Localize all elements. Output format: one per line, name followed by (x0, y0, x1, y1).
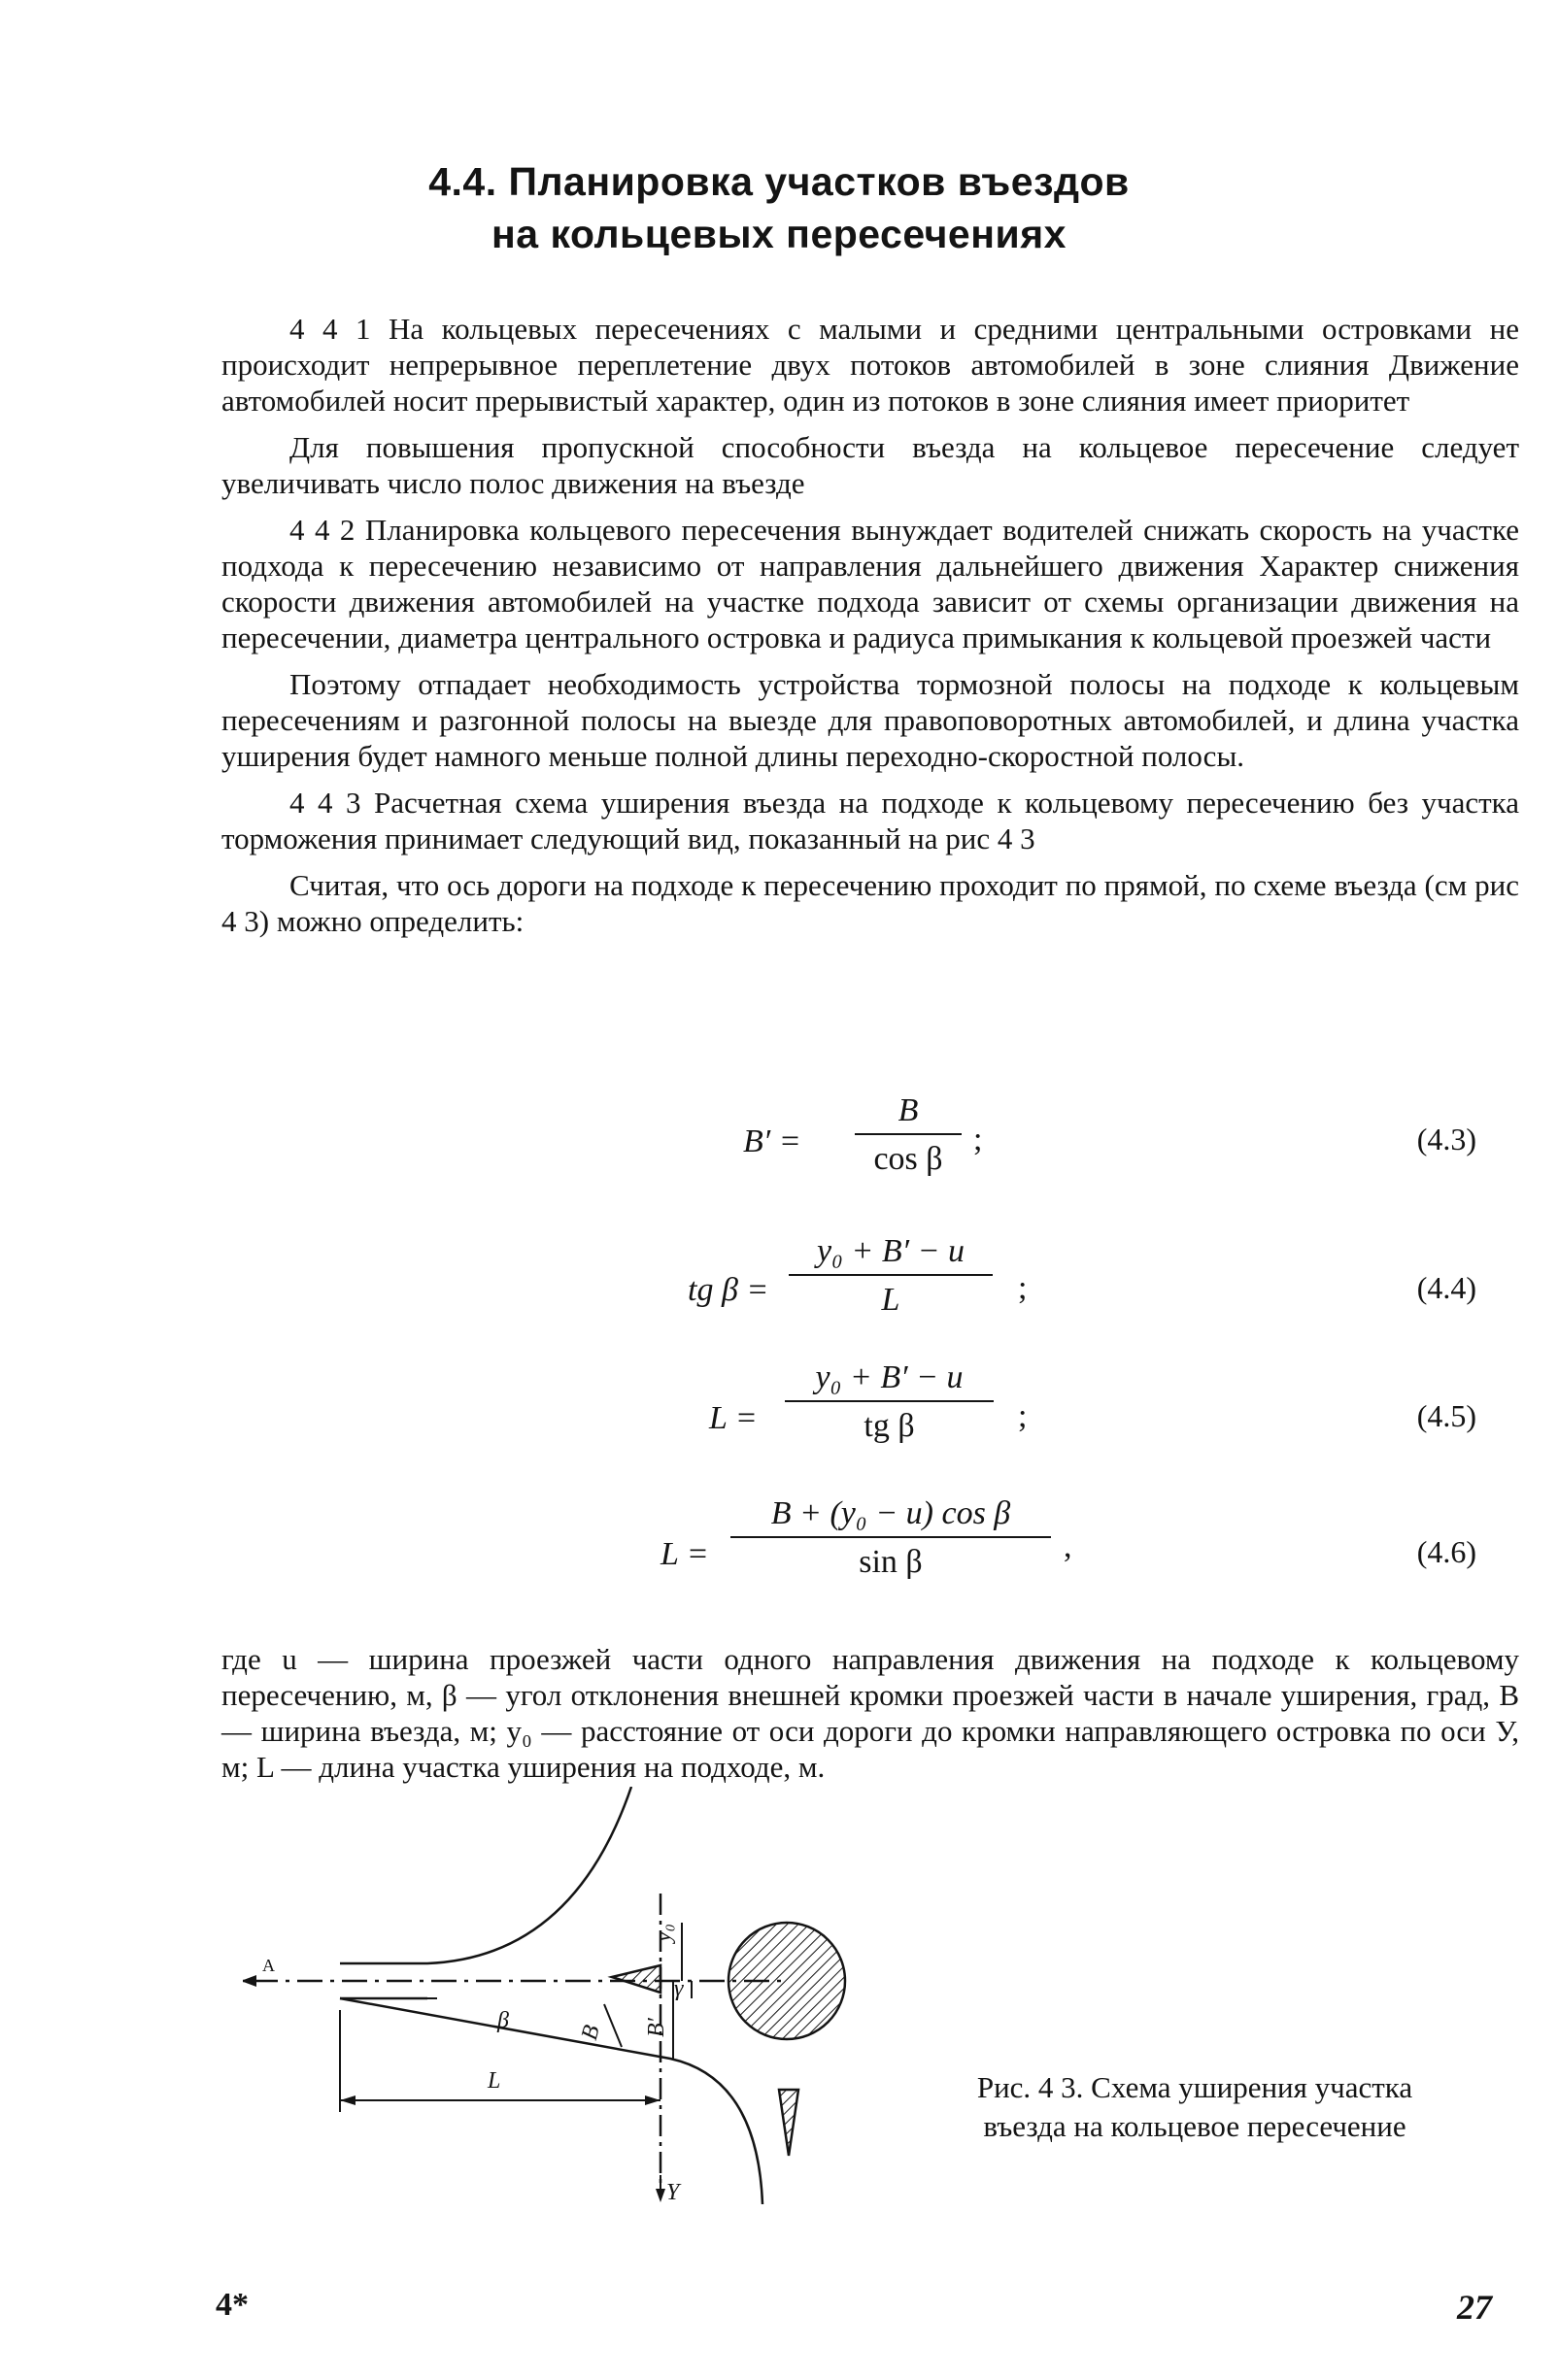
label-y0: y₀ (651, 1924, 676, 1942)
figure-caption (874, 2068, 1515, 2146)
label-a: A (262, 1956, 275, 1975)
formula-numerator: y₀ + B′ − u (785, 1359, 994, 1402)
a-arrowhead (243, 1975, 256, 1987)
formula-4-3 (0, 1092, 1558, 1199)
central-island (728, 1923, 845, 2039)
formula-punctuation: ; (1018, 1270, 1028, 1306)
formula-denominator: cos β (873, 1141, 943, 1177)
b-dimension (604, 2004, 622, 2047)
formula-fraction (789, 1233, 993, 1319)
figure-entry-widening-scheme (243, 1787, 855, 2204)
formula-fraction (785, 1359, 994, 1445)
guide-island (612, 1965, 660, 1993)
page-number: 27 (1457, 2288, 1492, 2327)
formula-number: (4.6) (1416, 1534, 1476, 1569)
body-text (221, 311, 1519, 950)
formula-4-5 (0, 1359, 1558, 1466)
paragraph-lane-count: Для повышения пропускной способности въезда на кольцевое пересечение следует увеличивать число полос движения на въезде (221, 430, 1519, 500)
title-line-1: 4.4. Планировка участков въездов (428, 159, 1130, 204)
label-y: Y (666, 2180, 680, 2204)
figure-caption-line-1: Рис. 4 3. Схема уширения участка (976, 2070, 1413, 2104)
formula-numerator: B + (y₀ − u) cos β (730, 1495, 1051, 1538)
formula-4-6 (0, 1495, 1558, 1602)
paragraph-4-4-1: 4 4 1 На кольцевых пересечениях с малыми и средними центральными островками не происходит непрерывное переплетение двух потоков автомобилей в зоне слияния Движение автомобилей носит прерывистый характер, один из потоков в зоне слияния имеет приоритет (221, 312, 1519, 418)
paragraph-4-4-2: 4 4 2 Планировка кольцевого пересечения вынуждает водителей снижать скорость на участке подхода к пересечению независимо от направления дальнейшего движения Характер снижения скорости движения автомобилей на участке подхода зависит от схемы организации движения на пересечении, диаметра центрального островка и радиуса примыкания к кольцевой проезжей части (221, 513, 1519, 654)
formula-denominator: L (881, 1282, 900, 1318)
label-b: B (576, 2022, 605, 2043)
formula-number: (4.5) (1416, 1398, 1476, 1433)
formula-lhs: L = (660, 1536, 709, 1572)
formula-denominator: tg β (864, 1408, 915, 1444)
formula-punctuation: ; (973, 1122, 983, 1157)
label-bprime: B′ (644, 2018, 669, 2037)
formula-numerator: B (855, 1092, 962, 1135)
paragraph-axis-assumption: Считая, что ось дороги на подходе к пересечению проходит по прямой, по схеме въезда (см рис 4 3) можно определить: (221, 868, 1519, 938)
formula-fraction (855, 1092, 962, 1178)
paragraph-4-4-3: 4 4 3 Расчетная схема уширения въезда на подходе к кольцевому пересечению без участка торможения принимает следующий вид, показанный на рис 4 3 (221, 786, 1519, 855)
formula-number: (4.4) (1416, 1270, 1476, 1305)
formula-punctuation: ; (1018, 1398, 1028, 1434)
formula-4-4 (0, 1233, 1558, 1340)
formula-fraction (730, 1495, 1051, 1581)
label-l: L (488, 2068, 501, 2094)
upper-carriageway-edge (340, 1787, 631, 1963)
section-title (0, 155, 1558, 260)
formula-numerator: y₀ + B′ − u (789, 1233, 993, 1276)
y-arrowhead (656, 2189, 665, 2202)
formula-number: (4.3) (1416, 1122, 1476, 1156)
label-gamma: γ (674, 1976, 684, 2001)
formula-punctuation: , (1064, 1528, 1072, 1564)
figure-caption-line-2: въезда на кольцевое пересечение (983, 2109, 1406, 2143)
formula-lhs: L = (709, 1400, 758, 1436)
signature-mark: 4* (216, 2287, 249, 2323)
l-arrow-right (645, 2095, 660, 2105)
label-beta: β (497, 2008, 509, 2033)
variable-definitions: где u — ширина проезжей части одного направления движения на подходе к кольцевому пересечению, м, β — угол отклонения внешней кромки проезжей части в начале уширения, град, B — ширина въезда, м; y₀ — расстояние от оси дороги до кромки направляющего островка по оси У, м; L — длина участка уширения на подходе, м. (221, 1642, 1519, 1784)
formula-lhs: tg β = (688, 1272, 769, 1308)
title-line-2: на кольцевых пересечениях (491, 212, 1067, 256)
paragraph-braking-lane: Поэтому отпадает необходимость устройства тормозной полосы на подходе к кольцевым пересечениям и разгонной полосы на выезде для правоповоротных автомобилей, и длина участка уширения будет намного меньше полной длины переходно-скоростной полосы. (221, 667, 1519, 773)
l-arrow-left (340, 2095, 356, 2105)
formula-denominator: sin β (859, 1544, 923, 1580)
formula-lhs: B′ = (743, 1123, 801, 1159)
splitter-island (779, 2090, 798, 2156)
